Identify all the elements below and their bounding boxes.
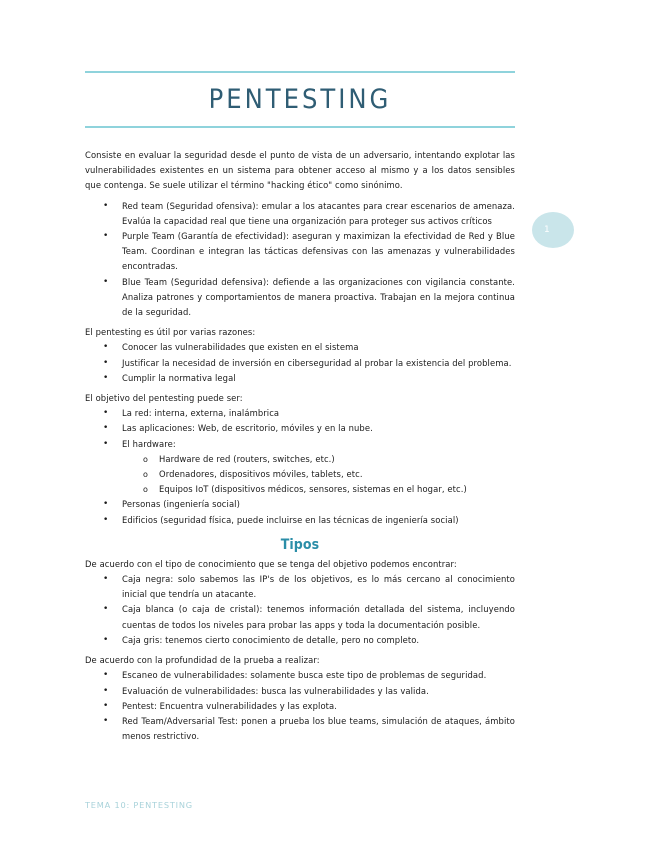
- objectives-intro: El objetivo del pentesting puede ser:: [85, 393, 243, 404]
- list-item: • Red Team/Adversarial Test: ponen a prueba los blue teams, simulación de ataques, ámbito menos restrictivo.: [85, 714, 515, 744]
- list-item: • Caja blanca (o caja de cristal): tenemos información detallada del sistema, incluyendo cuentas de todos los niveles para probar las apps y toda la documentación posible.: [85, 602, 515, 632]
- title-top-rule: [85, 71, 515, 73]
- list-item: • Escaneo de vulnerabilidades: solamente busca este tipo de problemas de seguridad.: [85, 668, 515, 683]
- list-item: • Personas (ingeniería social): [85, 497, 515, 512]
- depth-intro: De acuerdo con la profundidad de la prueba a realizar:: [85, 655, 320, 666]
- knowledge-intro: De acuerdo con el tipo de conocimiento que se tenga del objetivo podemos encontrar:: [85, 558, 457, 569]
- list-item: • Evaluación de vulnerabilidades: busca las vulnerabilidades y las valida.: [85, 684, 515, 699]
- list-item: • Las aplicaciones: Web, de escritorio, móviles y en la nube.: [85, 421, 515, 436]
- list-item: o Ordenadores, dispositivos móviles, tablets, etc.: [122, 467, 515, 482]
- section-title-tipos: Tipos: [280, 536, 320, 553]
- list-item: • Caja gris: tenemos cierto conocimiento de detalle, pero no completo.: [85, 633, 515, 648]
- page-footer: TEMA 10: PENTESTING: [85, 800, 193, 810]
- page-number-badge: 1: [532, 212, 574, 248]
- list-item: • Blue Team (Seguridad defensiva): defiende a las organizaciones con vigilancia constante. Analiza patrones y comportamientos de manera proactiva. Trabajan en la mejora continua de la seguridad.: [85, 275, 515, 321]
- hardware-sublist: [122, 452, 515, 498]
- list-item: [85, 437, 515, 498]
- list-item: • Caja negra: solo sabemos las IP's de los objetivos, es lo más cercano al conocimiento inicial que tendría un atacante.: [85, 572, 515, 602]
- list-item: • Conocer las vulnerabilidades que existen en el sistema: [85, 340, 515, 355]
- teams-list: [85, 199, 515, 321]
- list-item: o Hardware de red (routers, switches, etc.): [122, 452, 515, 467]
- list-item: • Justificar la necesidad de inversión en ciberseguridad al probar la existencia del problema.: [85, 356, 515, 371]
- list-item: • Purple Team (Garantía de efectividad): aseguran y maximizan la efectividad de Red y Blue Team. Coordinan e integran las tácticas defensivas con las amenazas y vulnerabilidades encontradas.: [85, 229, 515, 275]
- depth-list: [85, 668, 515, 744]
- list-item: • Pentest: Encuentra vulnerabilidades y las explota.: [85, 699, 515, 714]
- list-item: • Edificios (seguridad física, puede incluirse en las técnicas de ingeniería social): [85, 513, 515, 528]
- intro-paragraph: Consiste en evaluar la seguridad desde el punto de vista de un adversario, intentando explotar las vulnerabilidades existentes en un sistema para obtener acceso al mismo y a los datos sensibles que contenga. Se suele utilizar el término "hacking ético" como sinónimo.: [85, 150, 515, 191]
- list-item: • La red: interna, externa, inalámbrica: [85, 406, 515, 421]
- knowledge-list: [85, 572, 515, 648]
- document-body: [85, 148, 515, 744]
- objectives-list: [85, 406, 515, 528]
- reasons-list: [85, 340, 515, 386]
- list-item: • Red team (Seguridad ofensiva): emular a los atacantes para crear escenarios de amenaza. Evalúa la capacidad real que tiene una organización para proteger sus activos críticos: [85, 199, 515, 229]
- list-item: • Cumplir la normativa legal: [85, 371, 515, 386]
- title-bottom-rule: [85, 126, 515, 128]
- reasons-intro: El pentesting es útil por varias razones:: [85, 327, 256, 338]
- list-item: o Equipos IoT (dispositivos médicos, sensores, sistemas en el hogar, etc.): [122, 482, 515, 497]
- page-title: PENTESTING: [208, 84, 392, 115]
- hardware-label: El hardware:: [122, 438, 176, 449]
